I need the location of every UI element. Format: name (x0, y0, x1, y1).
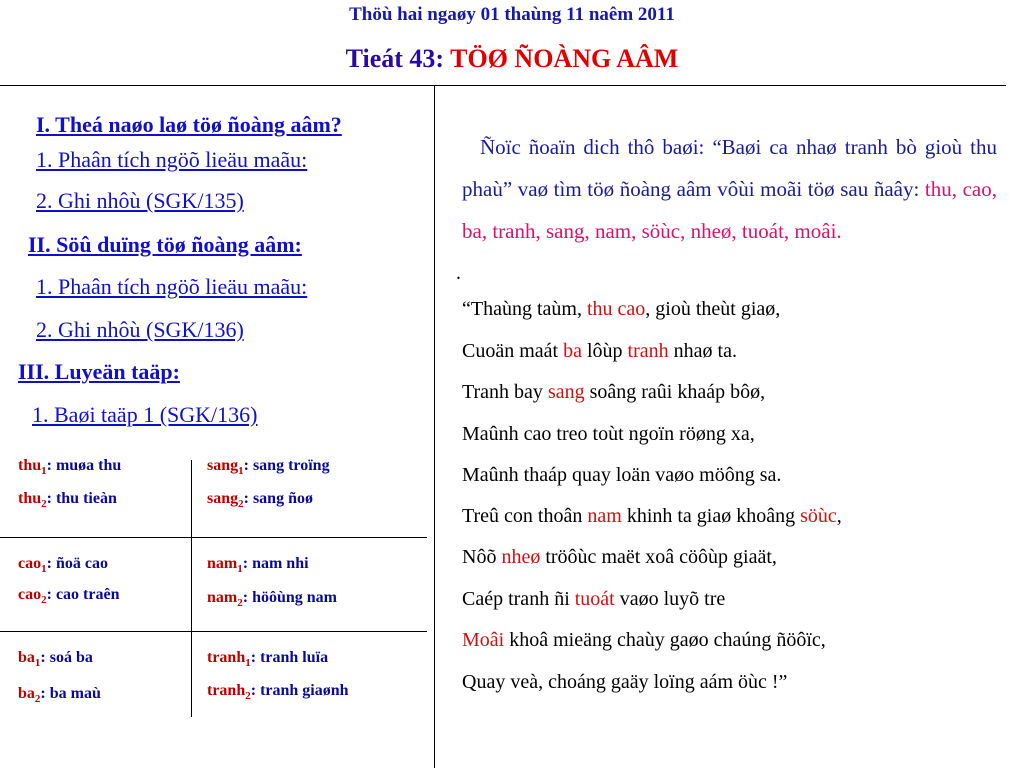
table-cell: $ba_1$: soá ba (18, 649, 93, 670)
section-1-item-2: 2. Ghi nhôù (SGK/135) (36, 188, 244, 213)
poem-line: Tranh bay sang soâng raûi khaáp bôø, (462, 381, 766, 403)
section-2-item-1: 1. Phaân tích ngöõ lieäu maãu: (36, 274, 308, 299)
lesson-topic: TÖØ ÑOÀNG AÂM (450, 44, 679, 73)
section-3-title: III. Luyeän taäp: (18, 359, 180, 384)
instruction-paragraph: Ñoïc ñoaïn dich thô baøi: “Baøi ca nhaø tranh bò gioù thu phaù” vaø tìm töø ñoàng aâm vôùi moãi töø sau ñaây: thu, cao, ba, tranh, sang, nam, söùc, nheø, tuoát, moâi. (462, 135, 997, 243)
table-cell: nam$_1$: nam nhi (207, 555, 309, 576)
poem-line: Maûnh cao treo toùt ngoïn röøng xa, (462, 423, 755, 445)
table-cell: $ba_2$: ba maù (18, 685, 101, 706)
bullet-dot: . (456, 262, 461, 284)
table-cell: sang$_1$: sang troïng (207, 457, 330, 478)
lesson-number: Tieát 43: (345, 44, 445, 73)
poem-line: Cuoän maát ba lôùp tranh nhaø ta. (462, 340, 737, 362)
section-1-item-1: 1. Phaân tích ngöõ lieäu maãu: (36, 147, 308, 172)
section-3-item-1: 1. Baøi taäp 1 (SGK/136) (32, 402, 258, 427)
poem-line: “Thaùng taùm, thu cao, gioù theùt giaø, (462, 298, 781, 320)
table-cell: thu$_1$: muøa thu (18, 457, 122, 478)
poem-line: Caép tranh ñi tuoát vaøo luyõ tre (462, 588, 726, 610)
table-cell: sang$_2$: sang ñoø (207, 490, 313, 511)
table-cell: tranh$_2$: tranh giaønh (207, 682, 349, 703)
column-divider (434, 85, 435, 768)
table-cell: cao$_1$: ñoä cao (18, 555, 108, 576)
poem-line: Maûnh thaáp quay loän vaøo möông sa. (462, 464, 782, 486)
target-words: thu, cao, ba, tranh, sang, nam, söùc, nheø, tuoát, moâi. (462, 177, 997, 243)
table-cell: thu$_2$: thu tieàn (18, 490, 117, 511)
section-2-item-2: 2. Ghi nhôù (SGK/136) (36, 317, 244, 342)
lesson-title (0, 44, 1024, 74)
table-cell: nam$_2$: höôùng nam (207, 589, 337, 610)
section-1-title: I. Theá naøo laø töø ñoàng aâm? (36, 112, 342, 137)
header-divider (0, 85, 1006, 86)
table-cell: tranh$_1$: tranh luïa (207, 649, 329, 670)
date-line: Thöù hai ngaøy 01 thaùng 11 naêm 2011 (349, 4, 675, 25)
section-2-title: II. Söû duïng töø ñoàng aâm: (28, 232, 302, 257)
table-cell: cao$_2$: cao traên (18, 586, 120, 607)
poem-line: Moâi khoâ mieäng chaùy gaøo chaúng ñöôïc, (462, 629, 826, 651)
table-row-rule (0, 537, 427, 538)
poem-line: Quay veà, choáng gaäy loïng aám öùc !” (462, 671, 788, 693)
poem-line: Treû con thoân nam khinh ta giaø khoâng söùc, (462, 505, 842, 527)
table-vertical-rule (191, 460, 192, 717)
poem-line: Nôõ nheø tröôùc maët xoâ cöôùp giaät, (462, 546, 777, 568)
table-row-rule (0, 631, 427, 632)
